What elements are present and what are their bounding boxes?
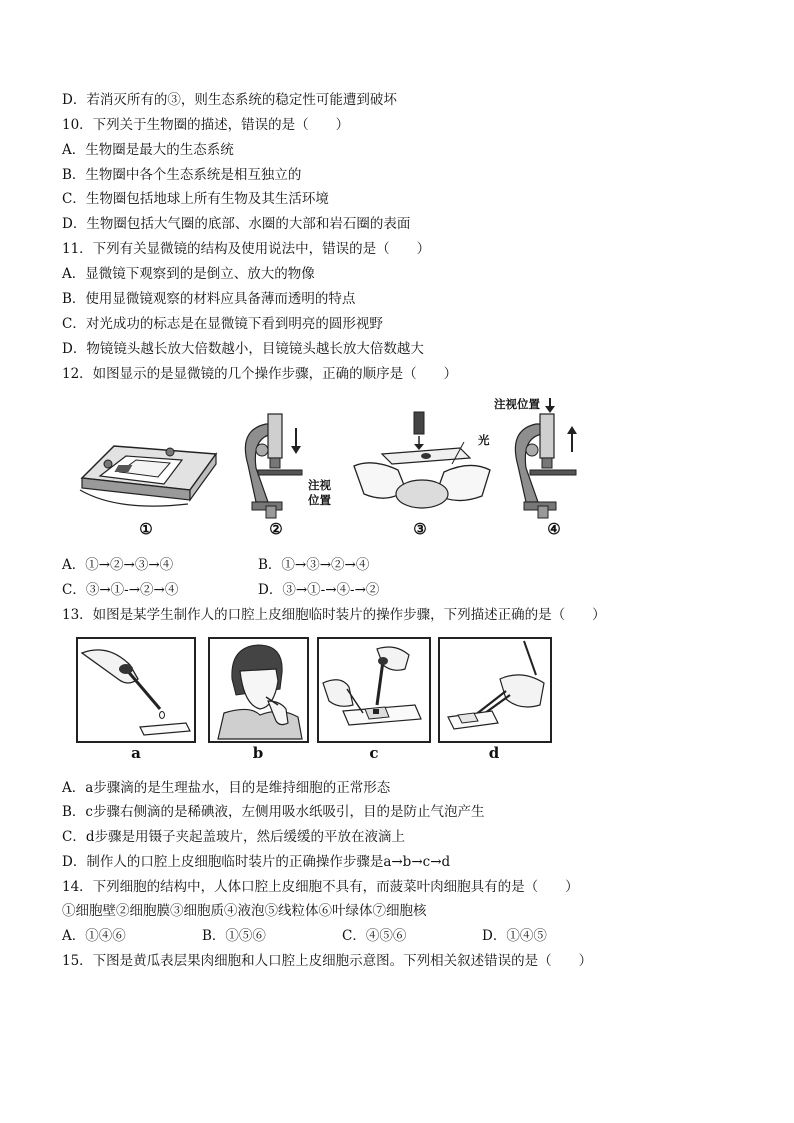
q14-items: ①细胞壁②细胞膜③细胞质④液泡⑤线粒体⑥叶绿体⑦细胞核 [62,903,427,919]
q13-panel-c [317,637,431,743]
q12-label-2: ② [269,520,283,538]
q11-stem: 11．下列有关显微镜的结构及使用说法中，错误的是（ ） [62,241,431,257]
q14-option-d: D．①④⑤ [482,928,547,944]
microscope-raising-illustration [508,398,588,520]
q13-label-c: c [369,744,379,762]
q12-annotation-4: 注视位置 [494,397,540,411]
q12-option-a: A．①→②→③→④ [62,557,174,573]
q13-option-d: D．制作人的口腔上皮细胞临时装片的正确操作步骤是a→b→c→d [62,854,451,870]
dropper-drop-illustration [78,639,194,741]
tweezers-coverslip-illustration [440,639,550,741]
q11-option-c: C．对光成功的标志是在显微镜下看到明亮的圆形视野 [62,316,383,332]
q15-stem: 15．下图是黄瓜表层果肉细胞和人口腔上皮细胞示意图。下列相关叙述错误的是（ ） [62,953,593,969]
person-scraping-mouth-illustration [210,639,307,741]
hands-adjusting-illustration [352,408,492,520]
q14-stem: 14．下列细胞的结构中，人体口腔上皮细胞不具有，而菠菜叶肉细胞具有的是（ ） [62,879,579,895]
q12-option-c: C．③→①-→②→④ [62,582,179,598]
q12-stem: 12．如图显示的是显微镜的几个操作步骤，正确的顺序是（ ） [62,366,458,382]
q13-option-a: A．a步骤滴的是生理盐水，目的是维持细胞的正常形态 [62,780,391,796]
q13-option-c: C．d步骤是用镊子夹起盖玻片，然后缓缓的平放在液滴上 [62,829,405,845]
q10-stem: 10．下列关于生物圈的描述，错误的是（ ） [62,117,350,133]
q13-option-b: B．c步骤右侧滴的是稀碘液，左侧用吸水纸吸引，目的是防止气泡产生 [62,804,485,820]
staining-slide-illustration [319,639,429,741]
q9-option-d: D．若消灭所有的③，则生态系统的稳定性可能遭到破坏 [62,92,397,108]
q14-option-b: B．①⑤⑥ [202,928,266,944]
q12-option-d: D．③→①-→④-→② [258,582,380,598]
q14-option-c: C．④⑤⑥ [342,928,407,944]
q13-label-d: d [488,744,500,762]
q12-label-3: ③ [413,520,427,538]
q10-option-d: D．生物圈包括大气圈的底部、水圈的大部和岩石圈的表面 [62,216,411,232]
microscope-lowering-illustration [238,410,318,520]
q12-option-b: B．①→③→②→④ [258,557,370,573]
q11-option-a: A．显微镜下观察到的是倒立、放大的物像 [62,266,315,282]
q13-panel-b [208,637,309,743]
q10-option-a: A．生物圈是最大的生态系统 [62,142,234,158]
q13-panel-d [438,637,552,743]
q14-option-a: A．①④⑥ [62,928,126,944]
microscope-stage-illustration [78,438,220,516]
q13-panel-a [76,637,196,743]
q13-stem: 13．如图是某学生制作人的口腔上皮细胞临时装片的操作步骤，下列描述正确的是（ ） [62,607,606,623]
q12-annotation-3: 光 [478,433,490,447]
q11-option-d: D．物镜镜头越长放大倍数越小，目镜镜头越长放大倍数越大 [62,341,424,357]
q12-annotation-2-line2: 位置 [308,493,331,507]
q12-annotation-2-line1: 注视 [308,478,331,492]
q13-label-a: a [131,744,141,762]
q10-option-c: C．生物圈包括地球上所有生物及其生活环境 [62,191,329,207]
q11-option-b: B．使用显微镜观察的材料应具备薄而透明的特点 [62,291,356,307]
q13-label-b: b [252,744,264,762]
q10-option-b: B．生物圈中各个生态系统是相互独立的 [62,167,302,183]
q12-label-4: ④ [547,520,561,538]
q12-label-1: ① [139,520,153,538]
